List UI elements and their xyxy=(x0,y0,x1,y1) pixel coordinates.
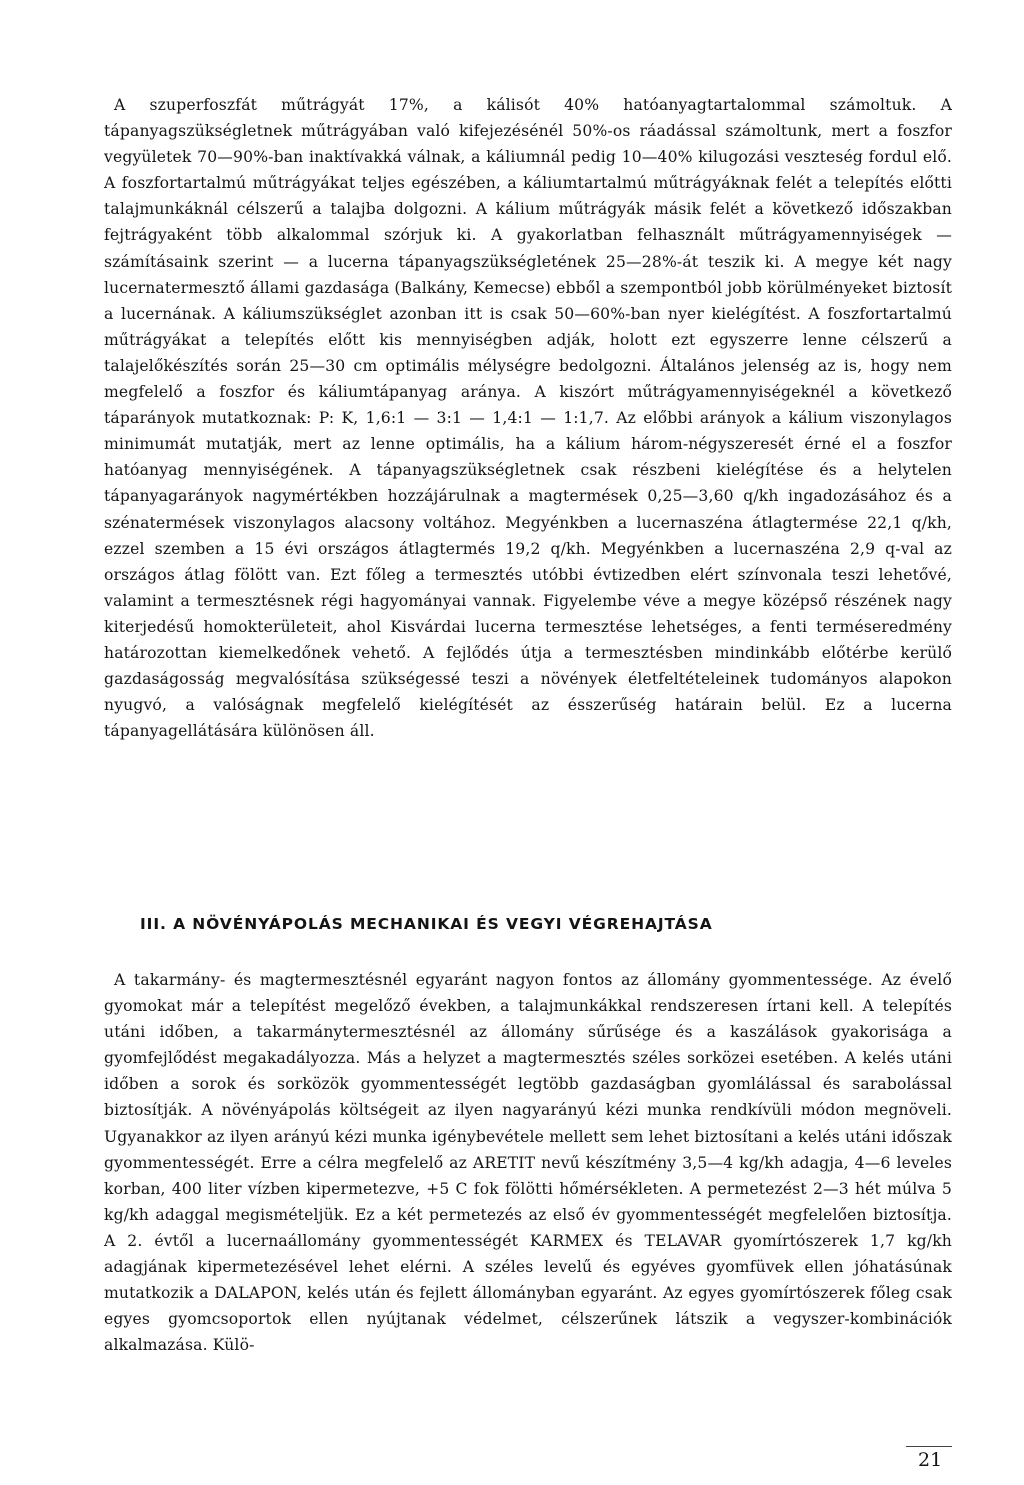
section-heading: III. A NÖVÉNYÁPOLÁS MECHANIKAI ÉS VEGYI VÉGREHAJTÁSA xyxy=(140,915,713,933)
paragraph-text: A szuperfoszfát műtrágyát 17%, a kálisót 40% hatóanyagtartalommal számoltuk. A tápanyagszükségletnek műtrágyában való kifejezésénél 50%-os ráadással számoltunk, mert a foszfor vegyületek 70—90%-ban inaktívakká válnak, a káliumnál pedig 10—40% kilugozási veszteség fordul elő. A foszfortartalmú műtrágyákat teljes egészében, a káliumtartalmú műtrágyáknak felét a telepítés előtti talajmunkáknál célszerű a talajba dolgozni. A kálium műtrágyák másik felét a következő időszakban fejtrágyaként több alkalommal szórjuk ki. A gyakorlatban felhasznált műtrágyamennyiségek — számításaink szerint — a lucerna tápanyagszükségletének 25—28%-át teszik ki. A megye két nagy lucernatermesztő állami gazdasága (Balkány, Kemecse) ebből a szempontból jobb körülményeket biztosít a lucernának. A káliumszükséglet azonban itt is csak 50—60%-ban nyer kielégítést. A foszfortartalmú műtrágyákat a telepítés előtt kis mennyiségben adják, holott ezt egyszerre lenne célszerű a talajelőkészítés során 25—30 cm optimális mélységre bedolgozni. Általános jelenség az is, hogy nem megfelelő a foszfor és káliumtápanyag aránya. A kiszórt műtrágyamennyiségeknél a következő táparányok mutatkoznak: P: K, 1,6:1 — 3:1 — 1,4:1 — 1:1,7. Az előbbi arányok a kálium viszonylagos minimumát mutatják, mert az lenne optimális, ha a kálium három-négyszeresét érné el a foszfor hatóanyag mennyiségének. A tápanyagszükségletnek csak részbeni kielégítése és a helytelen tápanyagarányok nagymértékben hozzájárulnak a magtermések 0,25—3,60 q/kh ingadozásához és a szénatermések viszonylagos alacsony voltához. Megyénkben a lucernaszéna átlagtermése 22,1 q/kh, ezzel szemben a 15 évi országos átlagtermés 19,2 q/kh. Megyénkben a lucernaszéna 2,9 q-val az országos átlag fölött van. Ezt főleg a termesztés utóbbi évtizedben elért színvonala teszi lehetővé, valamint a termesztésnek régi hagyományai vannak. Figyelembe véve a megye középső részének nagy kiterjedésű homokterületeit, ahol Kisvárdai lucerna termesztése lehetséges, a fenti terméseredmény határozottan kiemelkedőnek vehető. A fejlődés útja a termesztésben mindinkább előtérbe kerülő gazdaságosság megvalósítása szükségessé teszi a növények életfeltételeinek tudományos alapokon nyugvó, a valóságnak megfelelő kielégítését az ésszerűség határain belül. Ez a lucerna tápanyagellátására különösen áll. xyxy=(104,96,952,741)
page-number-rule xyxy=(906,1446,952,1447)
paragraph-weed-control xyxy=(104,967,952,1358)
paragraph-nutrient-supply xyxy=(104,92,952,744)
paragraph-text: A takarmány- és magtermesztésnél egyaránt nagyon fontos az állomány gyommentessége. Az évelő gyomokat már a telepítést megelőző években, a talajmunkákkal rendszeresen írtani kell. A telepítés utáni időben, a takarmánytermesztésnél az állomány sűrűsége és a kaszálások gyakorisága a gyomfejlődést megakadályozza. Más a helyzet a magtermesztés széles sorközei esetében. A kelés utáni időben a sorok és sorközök gyommentességét legtöbb gazdaságban gyomlálással és sarabolással biztosítják. A növényápolás költségeit az ilyen nagyarányú kézi munka rendkívüli módon megnöveli. Ugyanakkor az ilyen arányú kézi munka igénybevétele mellett sem lehet biztosítani a kelés utáni időszak gyommentességét. Erre a célra megfelelő az ARETIT nevű készítmény 3,5—4 kg/kh adagja, 4—6 leveles korban, 400 liter vízben kipermetezve, +5 C fok fölötti hőmérsékleten. A permetezést 2—3 hét múlva 5 kg/kh adaggal megismételjük. Ez a két permetezés az első év gyommentességét megfelelően biztosítja. A 2. évtől a lucernaállomány gyommentességét KARMEX és TELAVAR gyomírtószerek 1,7 kg/kh adagjának kipermetezésével lehet elérni. A széles levelű és egyéves gyomfüvek ellen jóhatásúnak mutatkozik a DALAPON, kelés után és fejlett állományban egyaránt. Az egyes gyomírtószerek főleg csak egyes gyomcsoportok ellen nyújtanak védelmet, célszerűnek látszik a vegyszer-kombinációk alkalmazása. Külö- xyxy=(104,971,952,1355)
page-number: 21 xyxy=(918,1449,943,1471)
